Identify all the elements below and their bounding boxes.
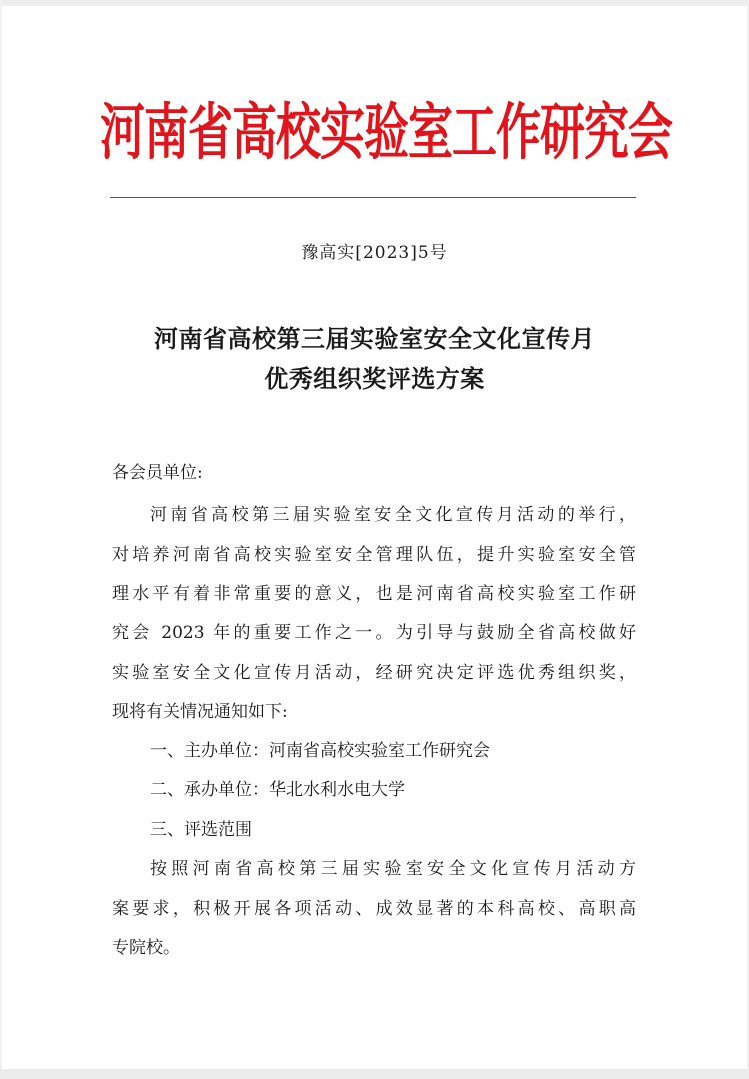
scan-bottom-border (0, 1069, 749, 1079)
intro-line-5: 实验室安全文化宣传月活动，经研究决定评选优秀组织奖， (112, 663, 636, 683)
salutation: 各会员单位: (112, 463, 203, 483)
scan-top-border (0, 0, 749, 6)
document-number: 豫高实[2023]5号 (301, 243, 448, 263)
scope-line-3: 专院校。 (112, 938, 180, 958)
scan-left-border (0, 0, 2, 1079)
scope-line-2: 案要求，积极开展各项活动、成效显著的本科高校、高职高 (112, 899, 636, 919)
intro-line-3: 理水平有着非常重要的意义，也是河南省高校实验室工作研 (112, 584, 636, 604)
red-masthead: 河南省高校实验室工作研究会 (100, 96, 673, 168)
masthead-divider (110, 197, 636, 198)
item-organizer: 一、主办单位：河南省高校实验室工作研究会 (150, 741, 490, 761)
document-title-line-1: 河南省高校第三届实验室安全文化宣传月 (154, 324, 595, 353)
intro-line-2: 对培养河南省高校实验室安全管理队伍，提升实验室安全管 (112, 545, 636, 565)
intro-line-1: 河南省高校第三届实验室安全文化宣传月活动的举行， (150, 505, 636, 525)
item-host: 二、承办单位：华北水利水电大学 (150, 780, 405, 800)
item-scope-heading: 三、评选范围 (150, 820, 252, 840)
intro-line-6: 现将有关情况通知如下: (112, 702, 288, 722)
document-title-line-2: 优秀组织奖评选方案 (264, 364, 485, 393)
scope-line-1: 按照河南省高校第三届实验室安全文化宣传月活动方 (150, 859, 636, 879)
intro-line-4: 究会 2023 年的重要工作之一。为引导与鼓励全省高校做好 (112, 623, 636, 643)
